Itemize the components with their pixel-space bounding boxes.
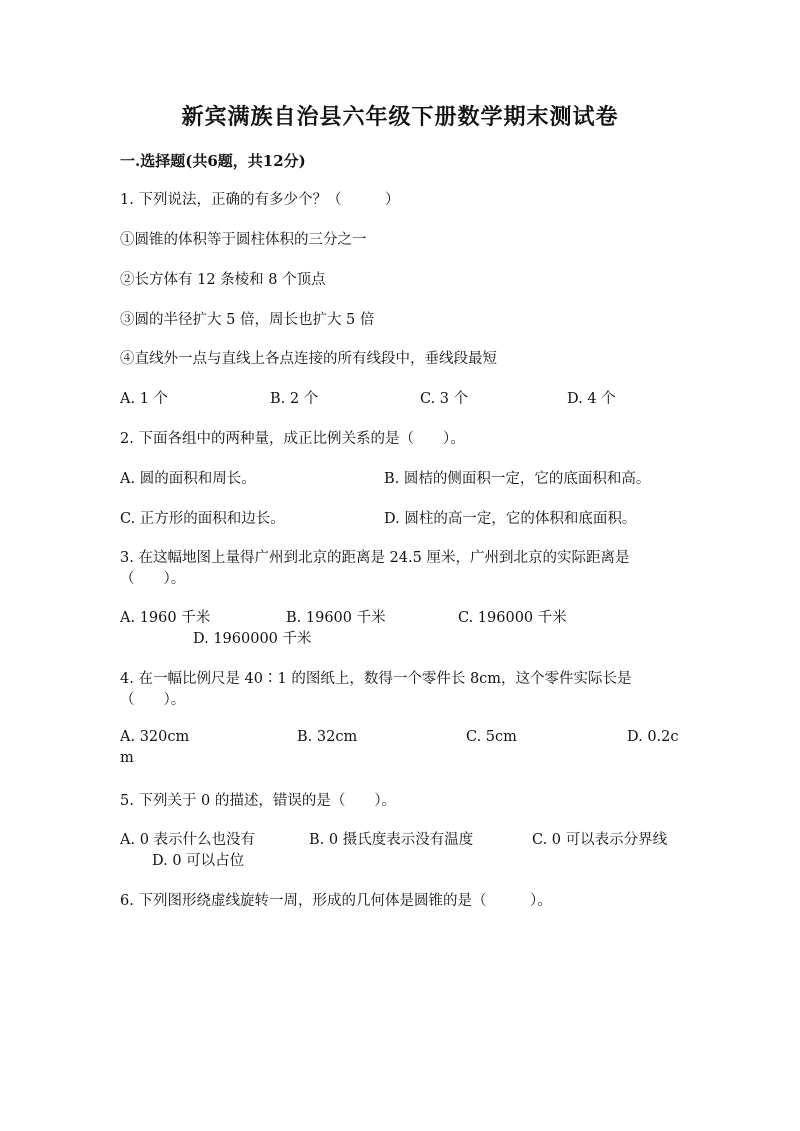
q6-stem: 6. 下列图形绕虚线旋转一周，形成的几何体是圆锥的是（ ）。 [120, 893, 552, 909]
q4-option-d: D. 0.2c [627, 729, 679, 745]
q3-stem-line2: （ ）。 [120, 571, 186, 587]
q3-stem-line1: 3. 在这幅地图上量得广州到北京的距离是 24.5 厘米，广州到北京的实际距离是 [120, 550, 630, 566]
q4-option-c: C. 5cm [466, 729, 517, 745]
q1-statement-4: ④直线外一点与直线上各点连接的所有线段中，垂线段最短 [120, 351, 497, 367]
page-title: 新宾满族自治县六年级下册数学期末测试卷 [181, 104, 619, 130]
q4-option-b: B. 32cm [297, 729, 358, 745]
q1-stem: 1. 下列说法，正确的有多少个？（ ） [120, 192, 400, 208]
q5-option-b: B. 0 摄氏度表示没有温度 [309, 832, 474, 848]
q1-option-d: D. 4 个 [567, 391, 616, 407]
q2-stem: 2. 下面各组中的两种量，成正比例关系的是（ ）。 [120, 431, 465, 447]
q3-option-a: A. 1960 千米 [120, 610, 211, 626]
q4-option-a: A. 320cm [120, 729, 190, 745]
q5-stem: 5. 下列关于 0 的描述，错误的是（ ）。 [120, 793, 397, 809]
q4-stem-line1: 4. 在一幅比例尺是 40∶1 的图纸上，数得一个零件长 8cm，这个零件实际长是 [120, 671, 632, 687]
q4-option-d-wrap: m [120, 750, 134, 766]
q1-statement-1: ①圆锥的体积等于圆柱体积的三分之一 [120, 232, 367, 248]
q4-stem-line2: （ ）。 [120, 692, 186, 708]
q5-option-c: C. 0 可以表示分界线 [532, 832, 668, 848]
q1-option-c: C. 3 个 [420, 391, 469, 407]
q2-option-c: C. 正方形的面积和边长。 [120, 511, 285, 527]
q2-option-a: A. 圆的面积和周长。 [120, 471, 256, 487]
q2-option-b: B. 圆桔的侧面积一定，它的底面积和高。 [384, 471, 651, 487]
q1-option-a: A. 1 个 [120, 391, 169, 407]
q1-option-b: B. 2 个 [270, 391, 319, 407]
q1-statement-3: ③圆的半径扩大 5 倍，周长也扩大 5 倍 [120, 312, 375, 328]
q5-option-a: A. 0 表示什么也没有 [120, 832, 256, 848]
q1-statement-2: ②长方体有 12 条棱和 8 个顶点 [120, 272, 326, 288]
q3-option-d: D. 1960000 千米 [193, 631, 312, 647]
section-heading: 一.选择题(共6题，共12分) [120, 152, 306, 170]
q2-option-d: D. 圆柱的高一定，它的体积和底面积。 [384, 511, 637, 527]
q5-option-d: D. 0 可以占位 [152, 853, 245, 869]
q3-option-c: C. 196000 千米 [458, 610, 567, 626]
q3-option-b: B. 19600 千米 [286, 610, 386, 626]
